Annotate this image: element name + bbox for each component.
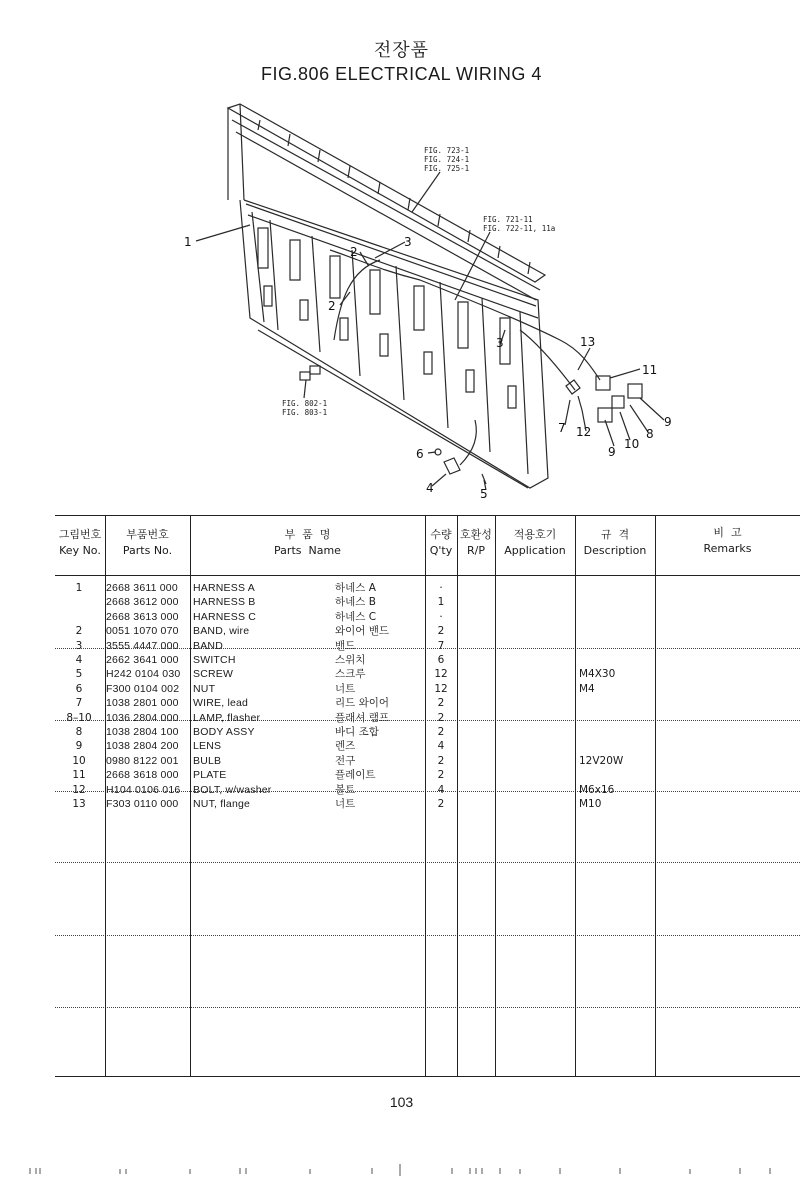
row-qty: 6 [437,654,445,666]
row-part-no: 2662 3641 000 [106,654,179,666]
row-part-name: BODY ASSY [193,726,255,738]
row-part-name: NUT, flange [193,798,251,810]
row-part-name: SCREW [193,668,234,681]
row-part-name: WIRE, lead [193,697,249,710]
category-title-ko: 전장품 [373,40,430,61]
row-part-name-ko: 와이어 밴드 [335,625,390,638]
header-key-ko: 그림번호 [58,528,102,541]
row-part-no: 1036 2804 000 [106,711,179,724]
row-key: 6 [75,682,83,695]
callout-2b: 2 [328,299,336,313]
row-part-name-ko: 하네스 C [335,610,377,623]
row-description: M6x16 [579,783,615,796]
row-part-no: F300 0104 002 [106,682,180,695]
header-application-ko: 적용호기 [513,528,557,541]
ref-fig-803: FIG. 803-1 [282,408,328,417]
header-name-ko: 부 품 명 [284,528,331,541]
row-part-name: NUT [193,682,216,695]
header-rp [457,527,495,559]
header-bottom-rule [55,575,800,576]
table-top-rule [55,515,800,516]
row-qty: 12 [434,682,448,695]
header-description-en: Description [583,544,647,557]
row-part-name-ko: 하네스 B [335,596,376,609]
row-key: 1 [75,582,83,594]
header-part-no [105,527,190,559]
row-key: 5 [75,668,83,681]
callout-3b: 3 [496,336,504,350]
header-description [575,527,655,559]
callout-9: 9 [664,415,672,429]
callout-2: 2 [350,245,358,259]
callout-6: 6 [416,447,424,461]
row-qty: 7 [437,639,445,652]
row-part-no: 1038 2801 000 [106,697,179,710]
row-qty: 4 [437,783,445,796]
ref-fig-722: FIG. 722-11, 11a [483,224,556,233]
header-rp-en: R/P [467,544,485,557]
exploded-parts-drawing [0,0,803,510]
ref-fig-723: FIG. 723-1 [424,146,470,155]
row-key: 13 [72,798,86,810]
row-key: 3 [75,639,83,652]
callout-9b: 9 [608,445,616,459]
row-part-no: 2668 3612 000 [106,596,179,609]
row-key: 8–10 [66,711,92,724]
ref-fig-721: FIG. 721-11 [483,215,533,224]
callout-10: 10 [624,437,640,451]
row-key: 11 [72,769,86,782]
row-part-no: 0980 8122 001 [106,754,179,767]
header-application-en: Application [504,544,566,557]
row-qty: 4 [437,740,445,753]
header-remarks-en: Remarks [703,542,752,555]
row-part-name: LENS [193,740,222,753]
row-part-name: BOLT, w/washer [193,783,272,796]
parts-table [55,515,800,1077]
row-part-name-ko: 전구 [335,754,356,767]
row-part-no: 2668 3611 000 [106,582,178,594]
row-part-name: LAMP, flasher [193,711,261,724]
row-description: M4X30 [579,668,616,681]
row-qty: 2 [437,697,445,710]
ref-fig-724: FIG. 724-1 [424,155,470,164]
row-part-name-ko: 밴드 [335,639,356,652]
row-qty: · [439,582,443,594]
header-remarks [655,525,800,557]
row-part-name: PLATE [193,769,227,782]
row-qty: 2 [437,769,445,782]
row-description: M4 [579,682,595,695]
figure-title: FIG.806 ELECTRICAL WIRING 4 [261,64,542,84]
row-part-name-ko: 리드 와이어 [335,697,390,710]
row-qty: 2 [437,711,445,724]
row-key: 4 [75,654,83,666]
page-number: 103 [389,1094,414,1110]
row-part-no: 2668 3618 000 [106,769,179,782]
ref-fig-725: FIG. 725-1 [424,164,470,173]
header-name [190,527,425,559]
header-qty [425,527,457,559]
row-part-name-ko: 바디 조합 [335,726,379,738]
callout-13: 13 [580,335,596,349]
callout-3: 3 [404,235,412,249]
row-part-no: 1038 2804 200 [106,740,179,753]
ref-fig-802: FIG. 802-1 [282,399,328,408]
row-key: 8 [75,726,83,738]
row-part-name-ko: 너트 [335,682,356,695]
group-divider [55,935,800,936]
row-key: 12 [72,783,86,796]
header-key-en: Key No. [59,544,101,557]
callout-7: 7 [558,421,566,435]
row-part-name: BULB [193,754,222,767]
header-part-no-en: Parts No. [122,544,173,557]
group-divider [55,862,800,863]
col-divider [190,515,191,1077]
row-part-name: HARNESS C [193,610,257,623]
row-part-name: BAND [193,639,223,652]
row-part-name-ko: 스위치 [335,654,366,666]
col-divider [655,515,656,1077]
callout-1: 1 [184,235,192,249]
row-qty: 2 [437,625,445,638]
row-part-name: BAND, wire [193,625,250,638]
row-part-no: 0051 1070 070 [106,625,179,638]
row-part-no: 1038 2804 100 [106,726,179,738]
row-part-no: H242 0104 030 [106,668,181,681]
row-qty: 2 [437,798,445,810]
row-part-no: 2668 3613 000 [106,610,179,623]
col-divider [575,515,576,1077]
row-key: 9 [75,740,83,753]
row-part-no: H104 0106 016 [106,783,181,796]
callout-12: 12 [576,425,592,439]
row-part-name: SWITCH [193,654,236,666]
header-qty-ko: 수량 [430,528,452,541]
row-part-name-ko: 플레이트 [335,769,376,782]
row-part-name-ko: 렌즈 [335,740,356,753]
col-divider [495,515,496,1077]
row-part-name-ko: 하네스 A [335,582,376,594]
row-description: 12V20W [579,754,624,767]
header-key [55,527,105,559]
row-key: 10 [72,754,86,767]
row-key: 2 [75,625,83,638]
row-part-no: 3555 4447 000 [106,639,179,652]
scan-edge-marks [0,1160,803,1180]
row-qty: · [439,610,443,623]
row-part-name-ko: 너트 [335,798,356,810]
header-application [495,527,575,559]
row-description: M10 [579,798,602,810]
header-name-en: Parts Name [274,544,341,557]
table-bottom-rule [55,1076,800,1077]
group-divider [55,1007,800,1008]
header-part-no-ko: 부품번호 [126,528,169,541]
col-divider [457,515,458,1077]
row-part-no: F303 0110 000 [106,798,179,810]
row-qty: 2 [437,754,445,767]
callout-8: 8 [646,427,654,441]
header-description-ko: 규 격 [600,528,630,541]
header-remarks-ko: 비 고 [713,526,742,539]
callout-4: 4 [426,481,434,495]
header-qty-en: Q'ty [429,544,453,557]
row-qty: 2 [437,726,445,738]
callout-11: 11 [642,363,658,377]
row-part-name-ko: 스크루 [335,668,366,681]
row-qty: 12 [434,668,448,681]
row-part-name: HARNESS B [193,596,256,609]
row-part-name: HARNESS A [193,582,255,594]
callout-5: 5 [480,487,488,501]
row-key: 7 [75,697,83,710]
row-part-name-ko: 플래셔 램프 [335,711,390,724]
row-part-name-ko: 볼트 [335,783,356,796]
row-qty: 1 [437,596,445,609]
header-rp-ko: 호환성 [460,528,492,541]
